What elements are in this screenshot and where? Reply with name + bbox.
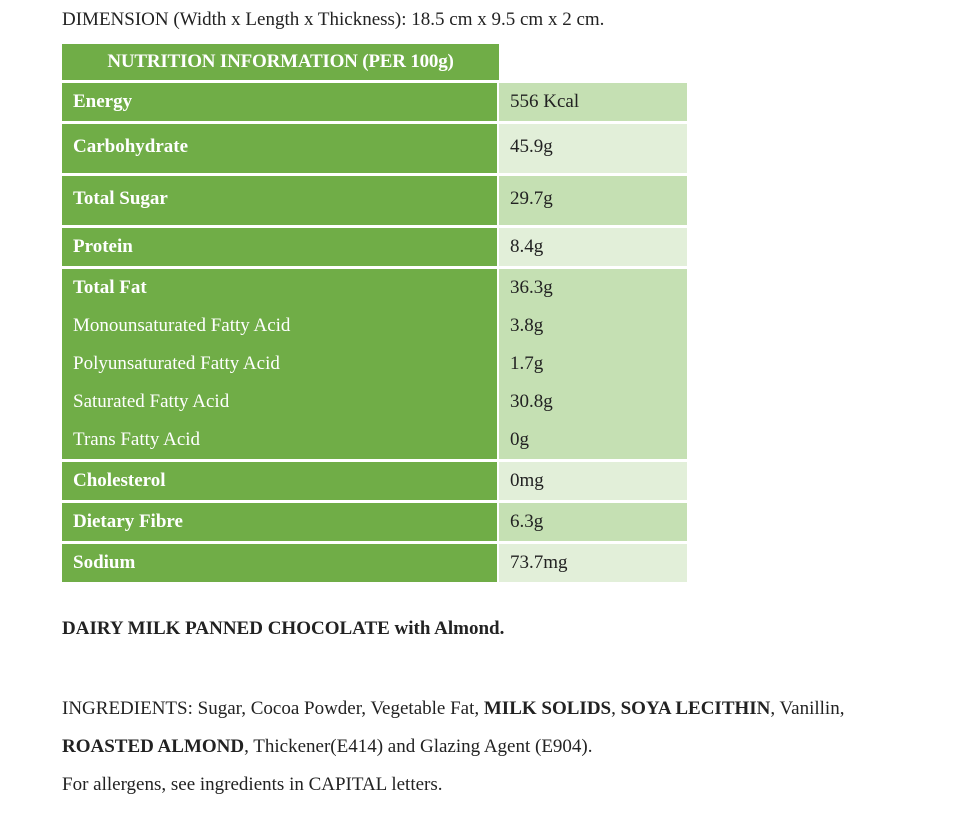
nutrient-value: 36.3g [510, 277, 553, 298]
nutrition-header: NUTRITION INFORMATION (PER 100g) [62, 44, 499, 80]
ingredient-allergen: ROASTED ALMOND [62, 736, 245, 757]
ingredient-text: , Vanillin, [770, 698, 845, 719]
nutrient-subname: Trans Fatty Acid [73, 429, 201, 450]
product-title: DAIRY MILK PANNED CHOCOLATE with Almond. [62, 618, 505, 639]
ingredients-label: INGREDIENTS: [62, 698, 198, 719]
ingredient-text: Sugar, Cocoa Powder, Vegetable Fat, [197, 698, 484, 719]
nutrition-group [62, 541, 687, 582]
nutrient-value: 30.8g [510, 391, 553, 412]
nutrition-header-row [62, 44, 687, 80]
nutrition-group [62, 225, 687, 266]
ingredient-allergen: MILK SOLIDS [483, 698, 612, 719]
nutrition-group [62, 459, 687, 500]
nutrient-value: 73.7mg [510, 552, 568, 573]
nutrient-value: 8.4g [510, 236, 544, 257]
nutrient-name: Protein [73, 236, 133, 257]
nutrient-name: Carbohydrate [73, 135, 189, 157]
nutrition-group [62, 121, 687, 173]
nutrition-group [62, 500, 687, 541]
nutrient-name: Cholesterol [73, 470, 166, 491]
nutrient-value: 556 Kcal [510, 91, 580, 112]
nutrient-subname: Saturated Fatty Acid [73, 391, 230, 412]
ingredient-text: , Thickener(E414) and Glazing Agent (E904). [244, 736, 593, 757]
nutrient-value: 1.7g [510, 353, 544, 374]
ingredients-paragraph [62, 690, 912, 804]
nutrient-value: 0mg [510, 470, 544, 491]
dimension-text: DIMENSION (Width x Length x Thickness): 18.5 cm x 9.5 cm x 2 cm. [62, 9, 605, 30]
nutrient-value: 6.3g [510, 511, 544, 532]
nutrient-subname: Monounsaturated Fatty Acid [73, 315, 291, 336]
nutrient-subname: Polyunsaturated Fatty Acid [73, 353, 280, 374]
nutrient-name: Sodium [73, 552, 136, 573]
nutrition-table [62, 44, 687, 582]
nutrient-name: Energy [73, 91, 133, 112]
nutrition-group [62, 80, 687, 121]
nutrient-name: Dietary Fibre [73, 511, 183, 532]
nutrient-name: Total Sugar [73, 187, 168, 209]
nutrient-value: 45.9g [510, 135, 553, 157]
nutrient-value: 29.7g [510, 187, 553, 209]
nutrient-name: Total Fat [73, 277, 147, 298]
ingredient-allergen: SOYA LECITHIN [620, 698, 771, 719]
nutrition-group [62, 266, 687, 459]
ingredient-text: , [611, 698, 621, 719]
nutrient-value: 3.8g [510, 315, 544, 336]
allergen-note: For allergens, see ingredients in CAPITAL letters. [62, 774, 443, 795]
nutrient-value: 0g [510, 429, 529, 450]
nutrition-group [62, 173, 687, 225]
